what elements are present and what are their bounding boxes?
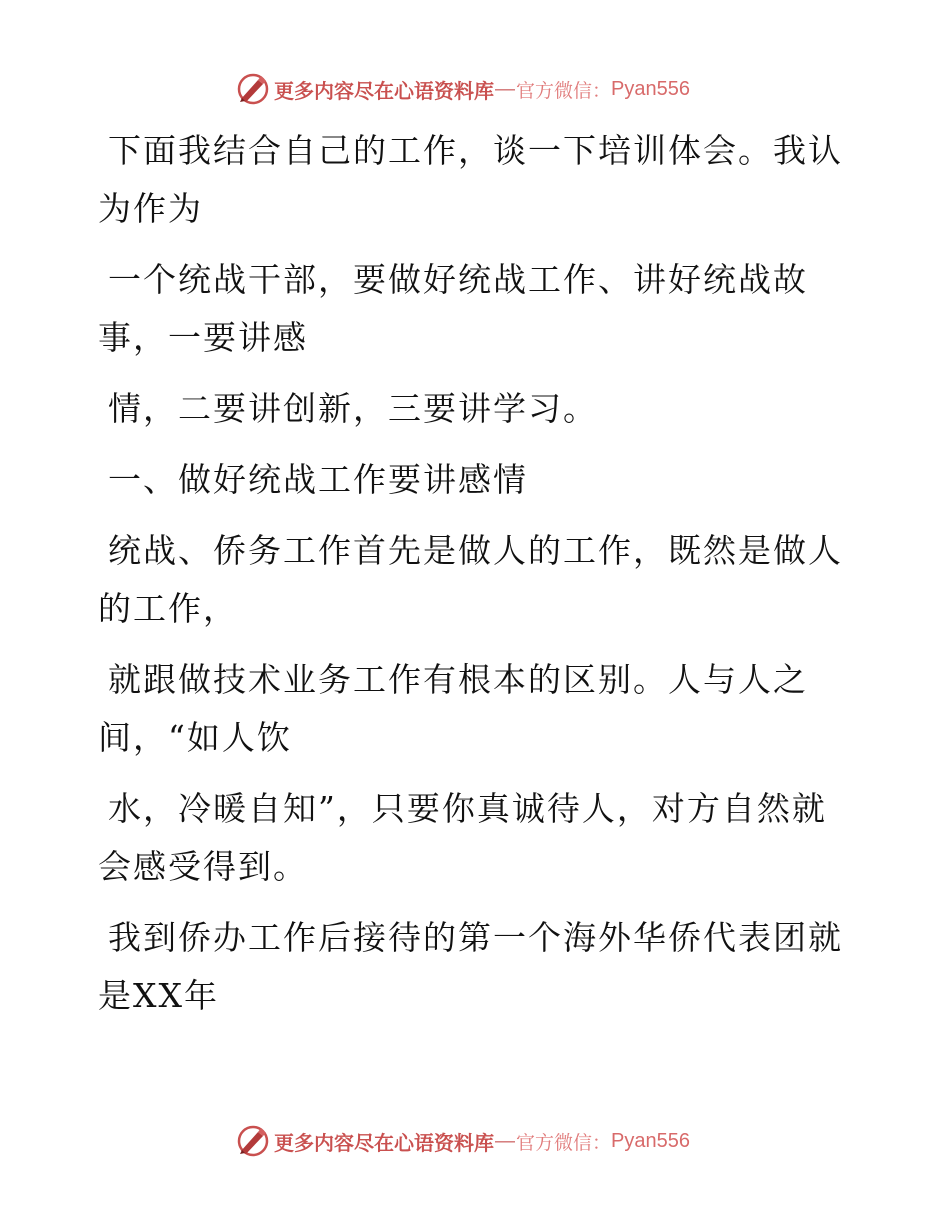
- pen-logo-icon: [236, 1124, 270, 1158]
- paragraph: [98, 251, 858, 367]
- banner-brand: 更多内容尽在心语资料库: [274, 78, 494, 103]
- paragraph-line: 我到侨办工作后接待的第一个海外华侨代表团就: [108, 918, 843, 957]
- paragraph: [98, 909, 858, 1025]
- paragraph: [98, 122, 858, 238]
- paragraph-line: 会感受得到。: [98, 847, 308, 886]
- paragraph: [98, 780, 858, 896]
- banner-separator: —: [495, 77, 515, 100]
- banner-brand: 更多内容尽在心语资料库: [274, 1130, 494, 1155]
- paragraph: [98, 380, 858, 438]
- banner-wechat-id: Pyan556: [611, 1129, 690, 1152]
- banner-separator: —: [495, 1129, 515, 1152]
- section-heading-text: 一、做好统战工作要讲感情: [108, 460, 528, 499]
- banner-wechat-id: Pyan556: [611, 77, 690, 100]
- paragraph-line: 的工作，: [98, 589, 238, 628]
- footer-banner: [236, 1124, 690, 1158]
- paragraph-line: 水，冷暖自知”，只要你真诚待人，对方自然就: [108, 789, 827, 828]
- paragraph-line: 统战、侨务工作首先是做人的工作，既然是做人: [108, 531, 843, 570]
- paragraph-line: 间，“如人饮: [98, 718, 292, 757]
- paragraph: [98, 651, 858, 767]
- paragraph-line: 就跟做技术业务工作有根本的区别。人与人之: [108, 660, 808, 699]
- paragraph-line: 下面我结合自己的工作，谈一下培训体会。我认: [108, 131, 843, 170]
- banner-wechat-label: 官方微信：: [516, 1131, 612, 1154]
- paragraph-line: 一个统战干部，要做好统战工作、讲好统战故: [108, 260, 808, 299]
- section-heading: [98, 451, 858, 509]
- paragraph-line: 事，一要讲感: [98, 318, 308, 357]
- header-banner: [236, 72, 690, 106]
- banner-wechat-label: 官方微信：: [516, 79, 612, 102]
- paragraph: [98, 522, 858, 638]
- pen-logo-icon: [236, 72, 270, 106]
- paragraph-line: 是XX年: [98, 976, 219, 1015]
- paragraph-line: 情，二要讲创新，三要讲学习。: [108, 389, 598, 428]
- document-body: [98, 122, 858, 1038]
- paragraph-line: 为作为: [98, 189, 203, 228]
